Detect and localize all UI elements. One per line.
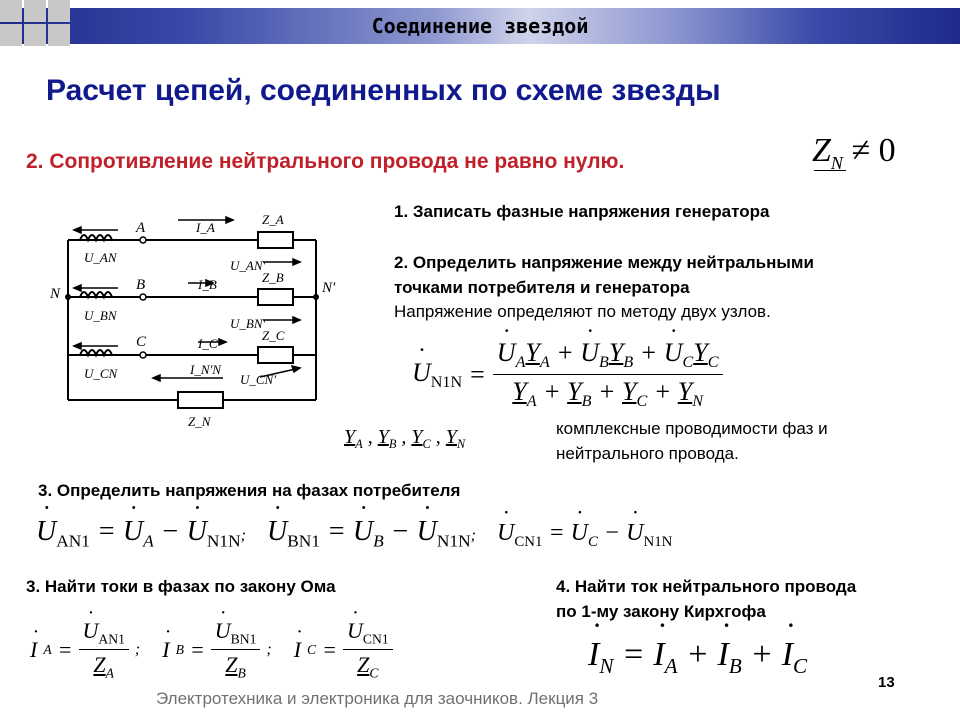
step-3-text: 3. Определить напряжения на фазах потребителя [38,481,461,500]
logo-square [0,24,22,46]
logo-square [24,0,46,22]
label-zb: Z_B [262,270,284,285]
label-zn: Z_N [188,414,211,429]
step-4-line1: 4. Найти ток нейтрального провода [556,577,857,596]
node-label-a: A [136,220,146,236]
logo-square [48,0,70,22]
admittance-symbols: $Y_A$ , $Y_B$ , $Y_C$ , $Y_N$ [344,426,466,451]
admittance-note-line1: комплексные проводимости фаз и [556,419,828,438]
resistor-zc [258,347,293,363]
slide-subtitle: 2. Сопротивление нейтрального провода не равно нулю. [26,150,625,173]
circuit-diagram [48,200,378,440]
step-4-line2: по 1-му закону Кирхгофа [556,602,766,621]
node-label-n: N [50,286,61,302]
node-label-c: C [136,334,147,350]
step-2-line2: точками потребителя и генератора [394,278,690,297]
label-uan-prime: U_AN' [230,258,266,273]
logo-square [48,24,70,46]
label-za: Z_A [262,212,284,227]
logo-square [24,24,46,46]
slide-title: Расчет цепей, соединенных по схеме звезды [46,74,721,107]
kirchhoff-formula: ˙ $I_N$ = ˙ $I_A$ + ˙ $I_B$ + ˙ $I_C$ [588,636,807,679]
logo-square [0,0,22,22]
step-2-note: Напряжение определяют по методу двух узлов. [394,302,771,321]
label-ib: I_B [198,277,217,292]
label-ucn-prime: U_CN' [240,372,277,387]
phase-voltage-formulas: ˙ $U_{AN1}$ = ˙ $U_A$ − ˙ $U_{N1N}$; ˙ $U_{BN1}$ = ˙ $U_B$ − ˙ $U_{N1N}$; ˙ $U_{CN1}$ = ˙ $U_C$ − ˙ $U_{N1N}$ [36,516,672,552]
resistor-zn [178,392,223,408]
condition-formula: $Z_N \ne 0$ [812,132,896,173]
two-node-formula: ˙ $U_{N1N}$ = ˙ $\frac{U_AY_A + ˙ U_BY_B + ˙ U_CY_C}{Y_A + Y_B + Y_C + Y_N}$ [412,338,723,411]
header-title: Соединение звездой [371,14,589,38]
label-zc: Z_C [262,328,285,343]
step-1-text: 1. Записать фазные напряжения генератора [394,202,770,221]
step-3b-text: 3. Найти токи в фазах по закону Ома [26,577,336,596]
label-in: I_N'N [190,362,221,377]
step-2-line1: 2. Определить напряжение между нейтральными [394,253,814,272]
label-ic: I_C [198,336,218,351]
ohm-law-formulas: ˙ I A = ˙ $\frac{U_{AN1}}{Z_A}$ ; ˙ I B = ˙ $\frac{U_{BN1}}{Z_B}$ ; ˙ I C = ˙ $\frac{U_{CN1}}{Z_C}$ [30,618,393,682]
node-label-b: B [136,277,146,293]
admittance-note-line2: нейтрального провода. [556,444,739,463]
footer-text: Электротехника и электроника для заочников. Лекция 3 [156,689,599,708]
resistor-za [258,232,293,248]
label-ucn: U_CN [84,366,118,381]
label-ubn: U_BN [84,308,117,323]
page-number: 13 [878,674,895,691]
node-label-n-prime: N' [322,280,336,296]
label-ubn-prime: U_BN' [230,316,266,331]
label-ia: I_A [196,220,215,235]
resistor-zb [258,289,293,305]
label-uan: U_AN [84,250,117,265]
